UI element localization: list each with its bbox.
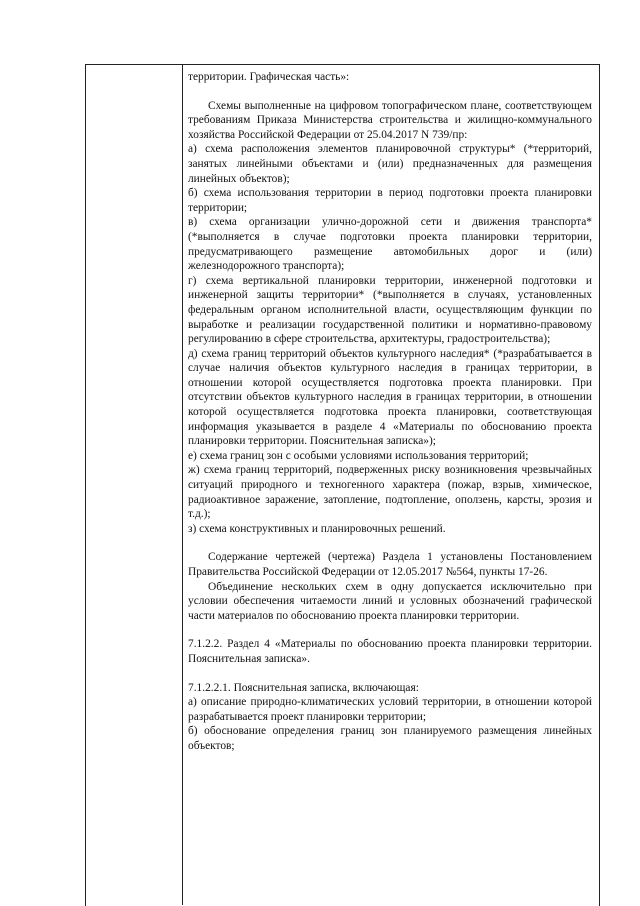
list-item-e: е) схема границ зон с особыми условиями использования территорий; <box>188 449 529 462</box>
column-divider <box>182 64 183 905</box>
drawings-content-paragraph: Содержание чертежей (чертежа) Раздела 1 установлены Постановлением Правительства Российской Федерации от 12.05.2017 №564, пункты 17-26. <box>188 551 592 578</box>
list-item-b: б) схема использования территории в период подготовки проекта планировки территории; <box>188 187 592 214</box>
list-item-g: г) схема вертикальной планировки территории, инженерной подготовки и инженерной защиты территории* (*выполняется в случаях, установленных федеральным органом исполнительной власти, осуществляющим функции по выработке и реализации государственной политики и нормативно-правовому регулированию в сфере строительства, архитектуры, градостроительства); <box>188 274 592 346</box>
list-item-d: д) схема границ территорий объектов культурного наследия* (*разрабатывается в случае наличия объектов культурного наследия в границах территории, в отношении которой осуществляется подготовка проекта планировки. При отсутствии объектов культурного наследия в границах территории, в отношении которой осуществляется подготовка проекта планировки, соответствующая информация указывается в разделе 4 «Материалы по обоснованию проекта планировки территории. Пояснительная записка»); <box>188 347 592 448</box>
text-column <box>188 70 592 754</box>
intro-line: территории. Графическая часть»: <box>188 71 350 83</box>
sub-item-a: а) описание природно-климатических условий территории, в отношении которой разрабатывается проект планировки территории; <box>188 696 592 723</box>
sub-item-b: б) обоснование определения границ зон планируемого размещения линейных объектов; <box>188 725 592 752</box>
subsection-intro: 7.1.2.2.1. Пояснительная записка, включающая: <box>188 681 419 694</box>
schemes-intro: Схемы выполненные на цифровом топографическом плане, соответствующем требованиям Приказа Министерства строительства и жилищно-коммунального хозяйства Российской Федерации от 25.04.2017 N 739/пр: <box>188 99 592 141</box>
list-item-z: з) схема конструктивных и планировочных решений. <box>188 522 446 535</box>
list-item-zh: ж) схема границ территорий, подверженных риску возникновения чрезвычайных ситуаций природного и техногенного характера (пожар, взрыв, химическое, радиоактивное заражение, затопление, подтопление, оползень, карсты, эрозия и т.д.); <box>188 464 592 521</box>
section-heading: 7.1.2.2. Раздел 4 «Материалы по обоснованию проекта планировки территории. Пояснительная записка». <box>188 638 592 665</box>
combining-paragraph: Объединение нескольких схем в одну допускается исключительно при условии обеспечения читаемости линий и условных обозначений графической части материалов по обоснованию проекта планировки территории. <box>188 580 592 622</box>
list-item-a: а) схема расположения элементов планировочной структуры* (*территорий, занятых линейными объектами и (или) предназначенных для размещения линейных объектов); <box>188 143 592 185</box>
list-item-v: в) схема организации улично-дорожной сети и движения транспорта* (*выполняется в случае подготовки проекта планировки территории, предусматривающего размещение автомобильных дорог и (или) железнодорожного транспорта); <box>188 216 592 273</box>
